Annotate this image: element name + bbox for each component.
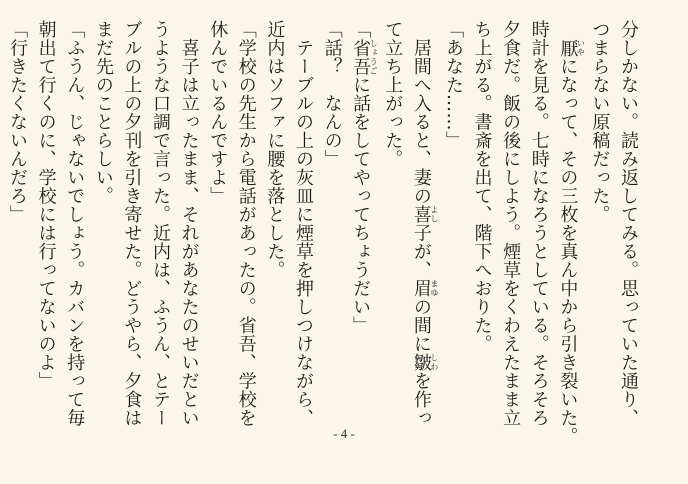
text-line: 厭いやになって、その三枚を真ん中から引き裂いた。 bbox=[557, 38, 586, 446]
text-line: まだ先のことらしい。 bbox=[92, 20, 114, 205]
vertical-text-body bbox=[2, 20, 642, 446]
text-line: 分しかない。読み返してみる。思っていた通り、 bbox=[618, 20, 639, 427]
text-line: テーブルの上の灰皿に煙草を押しつけながら、 bbox=[292, 20, 314, 427]
text-line: て立ち上がった。 bbox=[382, 20, 404, 168]
text-line: 喜子は立ったまま、それがあなたのせいだとい bbox=[178, 20, 200, 427]
text-line: 「ふうん、じゃないでしょう。カバンを持って毎 bbox=[64, 20, 86, 427]
text-line: ブルの上の夕刊を引き寄せた。どうやら、夕食は bbox=[121, 20, 143, 427]
text-line: 夕食だ。飯の後にしよう。煙草をくわえたまま立 bbox=[500, 20, 522, 427]
text-line: 「話？ なんの」 bbox=[321, 20, 343, 168]
text-line: 居間へ入ると、妻の喜よし子が、眉まゆの間に皺しわを作っ bbox=[410, 20, 439, 427]
text-line: 朝出て行くのに、学校には行ってないのよ」 bbox=[35, 20, 57, 390]
text-line: うような口調で言った。近内は、ふうん、とテー bbox=[150, 20, 171, 427]
text-line: 「あなた……」 bbox=[442, 20, 464, 150]
text-line: 近内はソファに腰を落とした。 bbox=[264, 20, 286, 279]
text-line: 「行きたくないんだろ」 bbox=[7, 20, 29, 224]
page-number: - 4 - bbox=[333, 426, 355, 441]
text-line: 「省吾しょうごに話をしてやってちょうだい」 bbox=[350, 20, 379, 335]
text-line: 休んでいるんですよ」 bbox=[207, 20, 229, 205]
text-line: 「学校の先生から電話があったの。省吾、学校を bbox=[235, 20, 257, 427]
text-line: つまらない原稿だった。 bbox=[589, 20, 611, 224]
ruby-iya: 厭いや bbox=[557, 38, 586, 57]
text-line: 時計を見る。七時になろうとしている。そろそろ bbox=[528, 20, 550, 427]
text-line: ち上がる。書斎を出て、階下へおりた。 bbox=[471, 20, 493, 353]
